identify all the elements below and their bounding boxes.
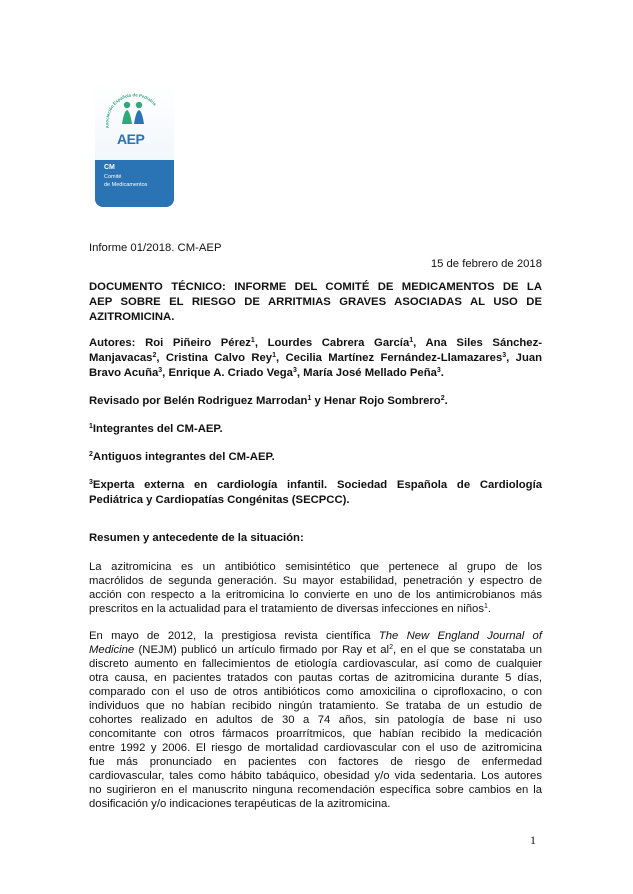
affiliation-3-line-2: Pediátrica y Cardiopatías Congénitas (SECPCC).	[89, 494, 350, 506]
p2-line-8: concomitante con otros fármacos proarrítmicos, que habían recibido la medicación	[89, 728, 542, 740]
p2-line-12: no sugirieron en el manuscrito ninguna recomendación específica sobre cambios en la	[89, 784, 542, 796]
p2-line-2: Medicine (NEJM) publicó un artículo firmado por Ray et $al^2$, en el que se constataba un	[89, 644, 542, 656]
logo-arc-text: Asociación Española de Pediatría	[104, 92, 158, 129]
affiliation-1: $^1$Integrantes del CM-AEP.	[89, 423, 223, 435]
logo-comite: Comité	[104, 174, 122, 180]
affiliation-2: $^2$Antiguos integrantes del CM-AEP.	[89, 451, 275, 463]
p2-line-11: cardiovascular, tales como hábito tabáquico, obesidad y/o vida sedentaria. Los autores	[89, 770, 542, 782]
p2-line-13: dosificación y/o indicaciones terapéuticas de la azitromicina.	[89, 798, 391, 810]
p2-line-1: En mayo de 2012, la prestigiosa revista científica The New England Journal of	[89, 630, 542, 642]
p2-line-5: comparado con el uso de otros antibióticos como amoxicilina o ciprofloxacino, o con	[89, 686, 542, 698]
authors-line-3: Bravo Acuña$^3$, Enrique A. Criado Vega$^3$, María José Mellado Peña$^3$.	[89, 367, 444, 379]
title-line-1: DOCUMENTO TÉCNICO: INFORME DEL COMITÉ DE MEDICAMENTOS DE LA	[89, 281, 542, 293]
title-line-3: AZITROMICINA.	[89, 311, 175, 323]
section-heading: Resumen y antecedente de la situación:	[89, 532, 304, 544]
logo-acronym: AEP	[117, 131, 145, 147]
logo-cm: CM	[104, 164, 115, 171]
affiliation-3-line-1: $^3$Experta externa en cardiología infantil. Sociedad Española de Cardiología	[89, 479, 542, 491]
children-emblem-icon	[95, 84, 174, 160]
p1-line-4: prescritos en la actualidad para el tratamiento de diversas infecciones en niños$^1$.	[89, 603, 492, 615]
p1-line-1: La azitromicina es un antibiótico semisintético que pertenece al grupo de los	[89, 561, 542, 573]
logo-medicamentos: de Medicamentos	[104, 182, 148, 188]
authors-line-2: Manjavacas$^2$, Cristina Calvo Rey$^1$, Cecilia Martínez Fernández-Llamazares$^3$, Juan	[89, 352, 543, 364]
p1-line-3: acción con respecto a la eritromicina lo convierte en uno de los antimicrobianos más	[89, 589, 542, 601]
page-number: 1	[530, 833, 536, 847]
report-date: 15 de febrero de 2018	[430, 258, 542, 270]
p2-line-6: individuos que no habían recibido ningún tratamiento. Se trataba de un estudio de	[89, 700, 542, 712]
reviewed-by: Revisado por Belén Rodriguez Marrodan$^1$ y Henar Rojo Sombrero$^2$.	[89, 395, 448, 407]
authors-line-1: Autores: Roi Piñeiro Pérez$^1$, Lourdes Cabrera García$^1$, Ana Siles Sánchez-	[89, 337, 542, 349]
aep-logo	[95, 84, 174, 207]
p2-line-7: cohortes realizado en adultos de 30 a 74 años, sin patología de base ni uso	[89, 714, 542, 726]
p2-line-4: otra causa, en pacientes tratados con pautas cortas de azitromicina durante 5 días,	[89, 672, 542, 684]
p2-line-9: entre 1992 y 2006. El riesgo de mortalidad cardiovascular con el uso de azitromicina	[89, 742, 542, 754]
title-line-2: AEP SOBRE EL RIESGO DE ARRITMIAS GRAVES ASOCIADAS AL USO DE	[89, 296, 542, 308]
report-id: Informe 01/2018. CM-AEP	[89, 242, 222, 254]
p2-line-3: discreto aumento en fallecimientos de etiología cardiovascular, así como de cualquier	[89, 658, 542, 670]
p1-line-2: macrólidos de segunda generación. Su mayor estabilidad, penetración y espectro de	[89, 575, 542, 587]
p2-line-10: fue más pronunciado en pacientes con factores de riesgo de enfermedad	[89, 756, 542, 768]
